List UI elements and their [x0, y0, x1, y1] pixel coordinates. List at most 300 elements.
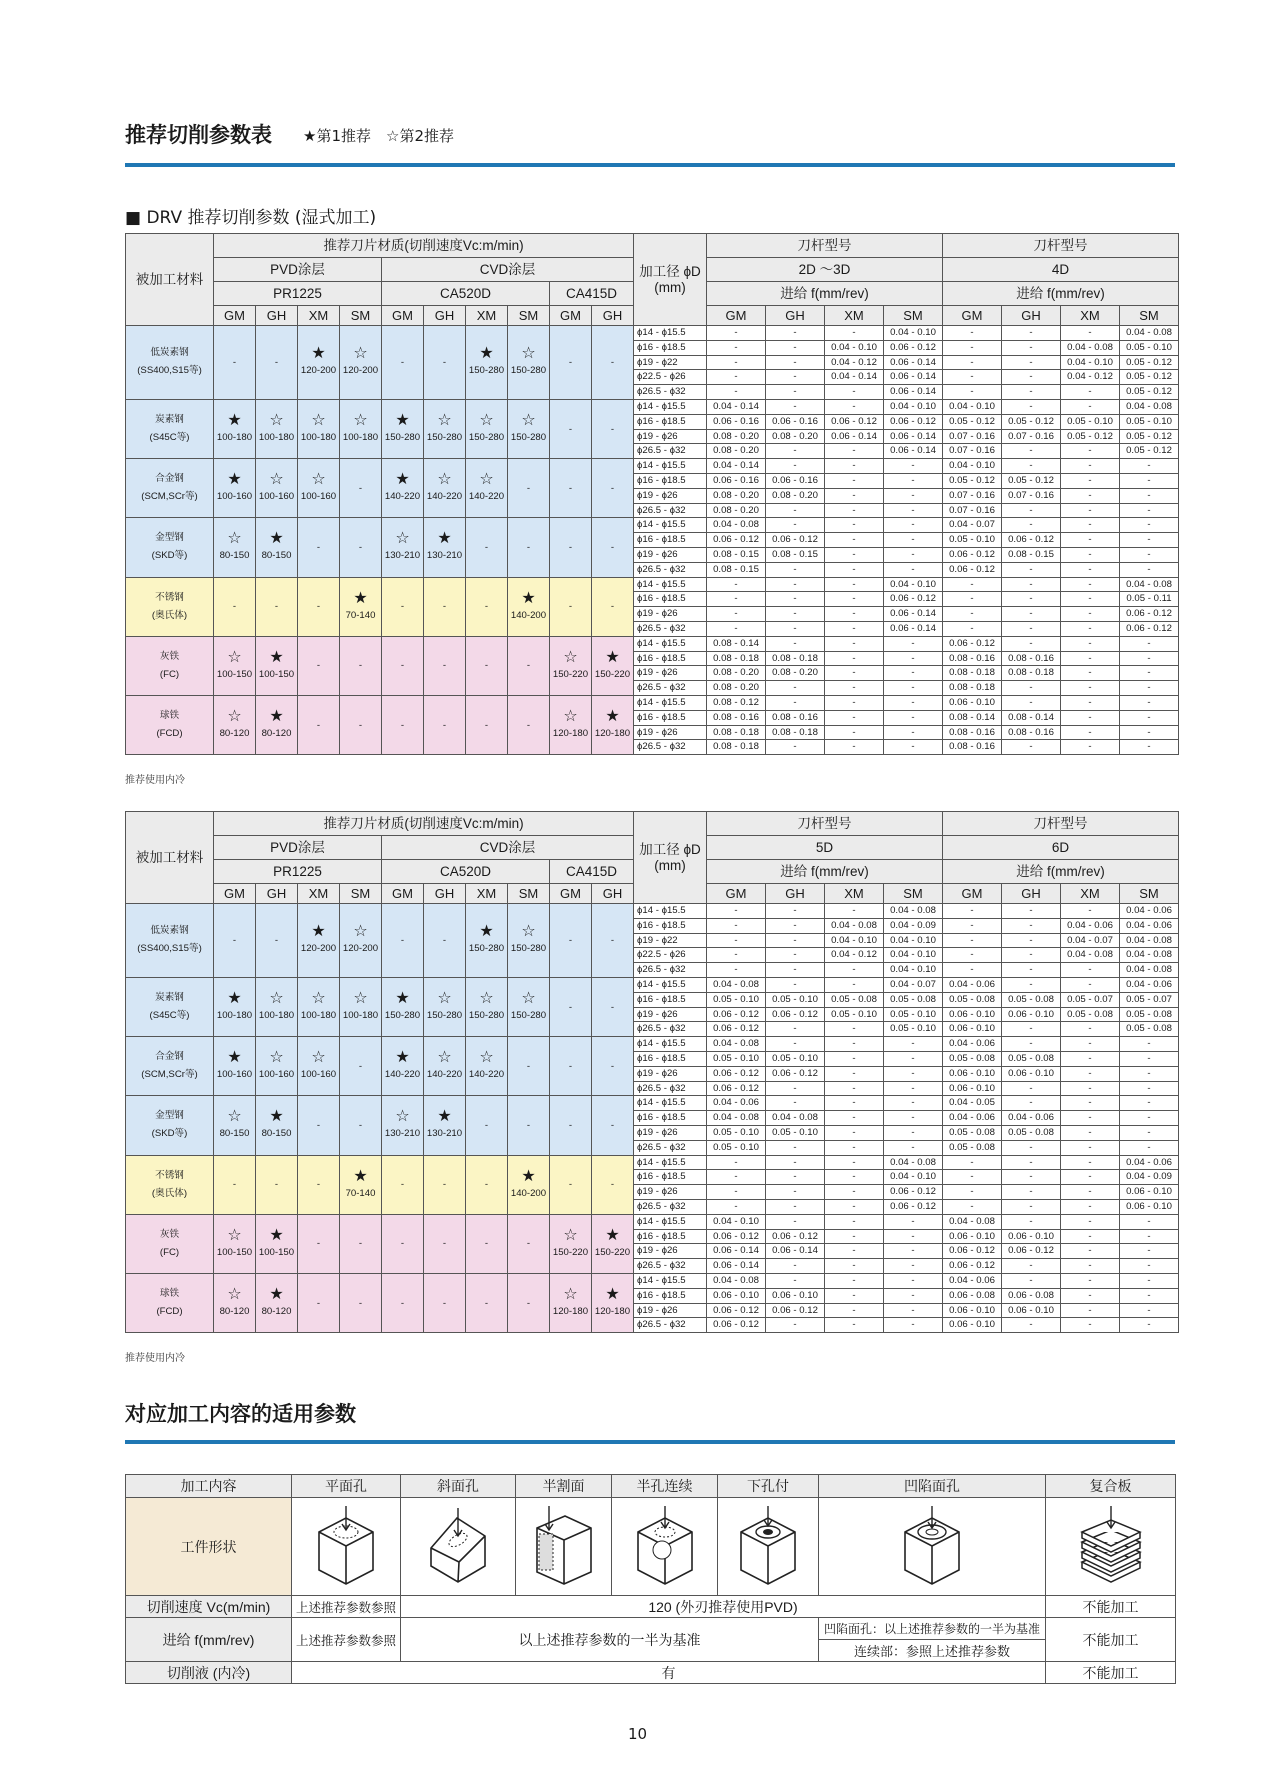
material-cell — [126, 695, 214, 754]
feed-cell: - — [707, 340, 766, 355]
feed-cell: 0.07 - 0.16 — [943, 503, 1002, 518]
holder-header: 刀杆型号 — [707, 812, 943, 836]
feed-cell: - — [825, 695, 884, 710]
speed-range: 140-220 — [426, 1069, 463, 1081]
rank-mark: ★ — [437, 1108, 452, 1126]
feed-cell: - — [1002, 1318, 1061, 1333]
feed-cell: - — [943, 370, 1002, 385]
feed-cell: 0.04 - 0.08 — [707, 518, 766, 533]
feed-cell: 0.06 - 0.10 — [1002, 1007, 1061, 1022]
grade-cell — [424, 1037, 466, 1096]
rank-mark: ☆ — [311, 471, 326, 489]
feed-cell: 0.04 - 0.08 — [1120, 948, 1179, 963]
feed-cell: 0.06 - 0.10 — [943, 1022, 1002, 1037]
grade-cell — [340, 399, 382, 458]
feed-cell: 0.06 - 0.10 — [1120, 1199, 1179, 1214]
rank-mark: ★ — [269, 1108, 284, 1126]
grade-pr1225: PR1225 — [214, 860, 382, 884]
rank-mark: ☆ — [479, 990, 494, 1008]
feed-cell: - — [825, 1185, 884, 1200]
material-name: 金型钢 — [155, 532, 184, 544]
feed-cell: - — [825, 473, 884, 488]
speed-range: 100-160 — [300, 1069, 337, 1081]
feed-cell: - — [1061, 1170, 1120, 1185]
feed-cell: - — [1120, 1273, 1179, 1288]
diameter-cell: ϕ19 - ϕ26 — [634, 547, 707, 562]
feed-cell: 0.06 - 0.12 — [766, 1007, 825, 1022]
speed-range: 150-280 — [384, 432, 421, 444]
chipbreaker-col: SM — [340, 884, 382, 904]
chipbreaker-col: GM — [382, 884, 424, 904]
diameter-cell: ϕ19 - ϕ26 — [634, 666, 707, 681]
feed-cell: 0.06 - 0.08 — [943, 1288, 1002, 1303]
cutting-table — [125, 811, 1179, 1333]
feed-cell: 0.06 - 0.10 — [1120, 1185, 1179, 1200]
feed-cell: 0.08 - 0.15 — [707, 562, 766, 577]
feed-cell: 0.06 - 0.16 — [766, 473, 825, 488]
grade-header: 推荐刀片材质(切削速度Vc:m/min) — [214, 234, 634, 258]
feed-cell: 0.05 - 0.10 — [1120, 340, 1179, 355]
diameter-cell: ϕ19 - ϕ26 — [634, 725, 707, 740]
feed-cell: - — [1002, 503, 1061, 518]
feed-cell: - — [766, 370, 825, 385]
feed-cell: 0.06 - 0.10 — [943, 1007, 1002, 1022]
grade-cell: - — [382, 1214, 424, 1273]
speed-range: 120-180 — [552, 728, 589, 740]
feed-cell: - — [884, 459, 943, 474]
head-stack: 复合板 — [1046, 1475, 1176, 1498]
speed-range: 80-120 — [261, 1306, 292, 1318]
feed-cell: - — [1002, 326, 1061, 341]
feed-cell: 0.08 - 0.16 — [943, 740, 1002, 755]
feed-cell: 0.04 - 0.08 — [884, 904, 943, 919]
feed-cell: - — [825, 1273, 884, 1288]
feed-cell: - — [943, 326, 1002, 341]
rank-mark: ☆ — [479, 412, 494, 430]
feed-cell: - — [1002, 1096, 1061, 1111]
rank-mark: ☆ — [269, 990, 284, 1008]
grade-cell: - — [592, 459, 634, 518]
rank-mark: ☆ — [269, 1049, 284, 1067]
grade-cell: - — [592, 1155, 634, 1214]
speed-range: 100-160 — [258, 491, 295, 503]
speed-range: 120-200 — [300, 943, 337, 955]
grade-cell: - — [508, 695, 550, 754]
feed-cell: - — [1061, 547, 1120, 562]
speed-range: 70-140 — [345, 609, 376, 621]
feed-col: GM — [707, 306, 766, 326]
feed-header: 进给 f(mm/rev) — [943, 282, 1179, 306]
feed-cell: - — [1061, 1155, 1120, 1170]
rank-mark: ☆ — [227, 1226, 242, 1244]
feed-cell: 0.06 - 0.12 — [884, 414, 943, 429]
feed-cell: - — [884, 651, 943, 666]
feed-cell: - — [1120, 1081, 1179, 1096]
feed-cell: - — [943, 933, 1002, 948]
material-sub: (S45C等) — [149, 432, 190, 444]
grade-cell — [214, 636, 256, 695]
diameter-cell: ϕ16 - ϕ18.5 — [634, 533, 707, 548]
diameter-cell: ϕ19 - ϕ26 — [634, 607, 707, 622]
feed-recess: 凹陷面孔：以上述推荐参数的一半为基准 — [819, 1618, 1046, 1640]
feed-cell: - — [825, 651, 884, 666]
feed-cell: - — [1061, 1051, 1120, 1066]
rank-mark: ☆ — [521, 923, 536, 941]
feed-cell: - — [825, 1170, 884, 1185]
feed-cell: - — [1061, 1140, 1120, 1155]
feed-cell: - — [884, 1066, 943, 1081]
material-sub: (SS400,S15等) — [137, 943, 202, 955]
holder-size: 4D — [943, 258, 1179, 282]
note-text: 推荐使用内冷 — [125, 775, 185, 786]
feed-cell: 0.06 - 0.16 — [707, 414, 766, 429]
speed-range: 100-180 — [216, 1010, 253, 1022]
feed-cell: 0.08 - 0.20 — [766, 666, 825, 681]
head-half: 半割面 — [516, 1475, 612, 1498]
grade-cell — [508, 904, 550, 978]
speed-value: 120 (外刃推荐使用PVD) — [401, 1596, 1046, 1618]
feed-cell: - — [766, 636, 825, 651]
feed-cell: - — [766, 1022, 825, 1037]
feed-cell: - — [1120, 503, 1179, 518]
grade-cell — [466, 399, 508, 458]
feed-cell: 0.06 - 0.12 — [707, 1022, 766, 1037]
feed-cell: - — [943, 607, 1002, 622]
feed-cell: 0.04 - 0.10 — [943, 459, 1002, 474]
feed-cell: 0.04 - 0.12 — [825, 948, 884, 963]
material-name: 合金钢 — [155, 473, 184, 485]
material-cell — [126, 1037, 214, 1096]
grade-cell: - — [340, 1096, 382, 1155]
grade-cell — [382, 1037, 424, 1096]
feed-cell: 0.06 - 0.16 — [766, 414, 825, 429]
feed-cell: 0.06 - 0.10 — [943, 1066, 1002, 1081]
feed-cell: - — [1120, 666, 1179, 681]
speed-range: 100-150 — [258, 668, 295, 680]
bottom-header — [125, 1396, 1175, 1444]
feed-cell: - — [766, 1199, 825, 1214]
diameter-cell: ϕ14 - ϕ15.5 — [634, 977, 707, 992]
rank-mark: ☆ — [563, 648, 578, 666]
feed-cell: - — [825, 385, 884, 400]
speed-range: 120-200 — [342, 365, 379, 377]
rank-mark: ★ — [395, 412, 410, 430]
feed-cell: 0.06 - 0.14 — [884, 370, 943, 385]
feed-cell: - — [766, 1081, 825, 1096]
speed-range: 150-280 — [510, 1010, 547, 1022]
feed-cell: - — [766, 607, 825, 622]
feed-cell: - — [825, 1081, 884, 1096]
grade-cell — [298, 1037, 340, 1096]
feed-cell: 0.05 - 0.08 — [943, 1051, 1002, 1066]
feed-cell: - — [766, 1259, 825, 1274]
diameter-label: 加工径 ϕD — [639, 841, 701, 857]
diameter-cell: ϕ26.5 - ϕ32 — [634, 621, 707, 636]
feed-half: 以上述推荐参数的一半为基准 — [401, 1618, 819, 1662]
note-text: 推荐使用内冷 — [125, 1353, 185, 1364]
rank-mark: ★ — [605, 1226, 620, 1244]
diameter-cell: ϕ26.5 - ϕ32 — [634, 1199, 707, 1214]
feed-cell: 0.05 - 0.10 — [766, 1051, 825, 1066]
grade-cell — [256, 695, 298, 754]
grade-cell — [256, 399, 298, 458]
diameter-label: 加工径 ϕD — [639, 263, 701, 279]
grade-cell: - — [298, 695, 340, 754]
grade-cell: - — [382, 636, 424, 695]
feed-cell: - — [1120, 1051, 1179, 1066]
feed-cell: 0.04 - 0.14 — [825, 370, 884, 385]
feed-cell: - — [943, 904, 1002, 919]
diameter-cell: ϕ26.5 - ϕ32 — [634, 1318, 707, 1333]
feed-header: 进给 f(mm/rev) — [943, 860, 1179, 884]
grade-cell: - — [298, 518, 340, 577]
feed-cell: - — [825, 533, 884, 548]
feed-cell: - — [825, 562, 884, 577]
rank-mark: ☆ — [395, 530, 410, 548]
feed-cell: - — [825, 1037, 884, 1052]
grade-cell: - — [214, 1155, 256, 1214]
speed-range: 150-220 — [552, 1246, 589, 1258]
feed-cell: - — [1061, 636, 1120, 651]
feed-cell: 0.05 - 0.12 — [1120, 370, 1179, 385]
feed-col: GH — [1002, 884, 1061, 904]
feed-cell: - — [1002, 1081, 1061, 1096]
feed-cell: 0.04 - 0.10 — [825, 340, 884, 355]
diameter-cell: ϕ14 - ϕ15.5 — [634, 1273, 707, 1288]
grade-cell — [424, 1096, 466, 1155]
feed-cell: - — [825, 710, 884, 725]
fluid-label: 切削液 (内冷) — [126, 1662, 292, 1684]
grade-cell — [382, 518, 424, 577]
feed-cell: 0.08 - 0.16 — [766, 710, 825, 725]
feed-cell: - — [884, 666, 943, 681]
chipbreaker-col: XM — [466, 306, 508, 326]
grade-cell — [340, 577, 382, 636]
feed-cell: 0.04 - 0.06 — [943, 1273, 1002, 1288]
rank-mark: ☆ — [563, 1286, 578, 1304]
feed-cell: 0.04 - 0.10 — [884, 933, 943, 948]
feed-cell: - — [766, 592, 825, 607]
flat-hole-icon — [311, 1504, 381, 1586]
grade-cell — [382, 1096, 424, 1155]
feed-cell: - — [825, 1051, 884, 1066]
feed-cell: - — [766, 1170, 825, 1185]
feed-cell: - — [1002, 607, 1061, 622]
grade-cell — [214, 1214, 256, 1273]
feed-cell: 0.08 - 0.20 — [707, 681, 766, 696]
feed-cell: - — [1061, 904, 1120, 919]
speed-ref: 上述推荐参数参照 — [292, 1596, 401, 1618]
diameter-cell: ϕ19 - ϕ26 — [634, 1244, 707, 1259]
feed-cell: 0.08 - 0.16 — [1002, 725, 1061, 740]
grade-cell: - — [340, 518, 382, 577]
grade-cell: - — [592, 977, 634, 1036]
feed-cell: 0.04 - 0.08 — [1120, 963, 1179, 978]
feed-cell: - — [766, 326, 825, 341]
feed-cell: 0.04 - 0.08 — [1061, 340, 1120, 355]
feed-cell: - — [825, 518, 884, 533]
grade-cell — [214, 1037, 256, 1096]
feed-cell: - — [1061, 533, 1120, 548]
chipbreaker-col: GM — [550, 884, 592, 904]
rank-mark: ★ — [269, 1226, 284, 1244]
grade-cell: - — [256, 326, 298, 400]
feed-cell: - — [1120, 681, 1179, 696]
feed-cell: 0.06 - 0.14 — [707, 1244, 766, 1259]
feed-cell: - — [766, 740, 825, 755]
bottom-title: 对应加工内容的适用参数 — [125, 1402, 356, 1426]
feed-cell: 0.04 - 0.10 — [1061, 355, 1120, 370]
material-name: 低炭素钢 — [150, 347, 189, 359]
material-name: 低炭素钢 — [150, 925, 189, 937]
grade-cell: - — [298, 1273, 340, 1332]
feed-cell: - — [884, 1096, 943, 1111]
feed-cell: 0.04 - 0.07 — [1061, 933, 1120, 948]
feed-cell: 0.05 - 0.12 — [943, 473, 1002, 488]
feed-col: SM — [884, 306, 943, 326]
feed-cell: 0.08 - 0.12 — [707, 695, 766, 710]
feed-cell: - — [825, 1229, 884, 1244]
grade-ca415d: CA415D — [550, 282, 634, 306]
feed-cell: 0.05 - 0.10 — [825, 1007, 884, 1022]
feed-cell: - — [1061, 1199, 1120, 1214]
diameter-cell: ϕ19 - ϕ26 — [634, 1066, 707, 1081]
grade-cell — [340, 326, 382, 400]
feed-cell: - — [766, 933, 825, 948]
feed-cell: - — [1002, 340, 1061, 355]
speed-range: 100-180 — [216, 432, 253, 444]
rank-mark: ★ — [605, 708, 620, 726]
feed-cell: - — [943, 385, 1002, 400]
feed-cell: 0.04 - 0.08 — [1120, 326, 1179, 341]
grade-cell — [214, 459, 256, 518]
feed-cell: 0.04 - 0.08 — [1120, 577, 1179, 592]
feed-cell: - — [766, 1273, 825, 1288]
grade-cell: - — [340, 1214, 382, 1273]
feed-cell: - — [1002, 904, 1061, 919]
chipbreaker-col: SM — [508, 306, 550, 326]
diameter-cell: ϕ19 - ϕ22 — [634, 355, 707, 370]
grade-cell — [466, 1037, 508, 1096]
chipbreaker-col: GH — [424, 306, 466, 326]
feed-cell: - — [1061, 607, 1120, 622]
feed-cell: - — [825, 1244, 884, 1259]
grade-cell — [256, 1037, 298, 1096]
rank-mark: ★ — [227, 1049, 242, 1067]
feed-cell: - — [1061, 518, 1120, 533]
feed-cell: 0.04 - 0.06 — [1002, 1111, 1061, 1126]
feed-cell: 0.08 - 0.18 — [766, 651, 825, 666]
feed-cell: - — [825, 1125, 884, 1140]
feed-cell: - — [707, 948, 766, 963]
grade-cell: - — [298, 636, 340, 695]
chipbreaker-col: GM — [214, 884, 256, 904]
feed-cell: 0.06 - 0.12 — [766, 1229, 825, 1244]
rank-mark: ★ — [227, 471, 242, 489]
feed-cell: - — [825, 1303, 884, 1318]
feed-cell: 0.06 - 0.14 — [825, 429, 884, 444]
feed-col: SM — [1120, 306, 1179, 326]
grade-cell — [214, 1273, 256, 1332]
feed-col: XM — [825, 884, 884, 904]
speed-range: 80-150 — [219, 1128, 250, 1140]
material-cell — [126, 577, 214, 636]
grade-cell: - — [382, 695, 424, 754]
grade-cell — [214, 695, 256, 754]
feed-cell: 0.06 - 0.12 — [884, 1185, 943, 1200]
feed-cell: 0.05 - 0.08 — [884, 992, 943, 1007]
feed-label: 进给 f(mm/rev) — [126, 1618, 292, 1662]
grade-cell — [550, 636, 592, 695]
feed-cell: 0.06 - 0.14 — [884, 429, 943, 444]
speed-range: 150-280 — [510, 365, 547, 377]
rank-mark: ★ — [353, 589, 368, 607]
grade-cell — [550, 1273, 592, 1332]
grade-cell — [298, 399, 340, 458]
feed-cell: 0.04 - 0.10 — [707, 1214, 766, 1229]
speed-range: 140-220 — [468, 491, 505, 503]
feed-cell: - — [766, 621, 825, 636]
feed-cell: 0.05 - 0.10 — [1120, 414, 1179, 429]
chipbreaker-col: GH — [256, 884, 298, 904]
feed-cell: 0.05 - 0.10 — [707, 1125, 766, 1140]
chipbreaker-col: GH — [592, 306, 634, 326]
feed-cell: - — [707, 326, 766, 341]
feed-cell: 0.04 - 0.05 — [943, 1096, 1002, 1111]
feed-cell: - — [1061, 1273, 1120, 1288]
rank-mark: ☆ — [479, 1049, 494, 1067]
feed-cell: - — [884, 562, 943, 577]
material-name: 炭素钢 — [155, 414, 184, 426]
diameter-unit: (mm) — [654, 279, 686, 295]
material-cell — [126, 326, 214, 400]
feed-cell: - — [825, 577, 884, 592]
material-sub: (SCM,SCr等) — [141, 1069, 198, 1081]
rank-mark: ☆ — [437, 471, 452, 489]
rank-mark: ☆ — [353, 923, 368, 941]
grade-cell: - — [592, 518, 634, 577]
feed-cell: - — [943, 1199, 1002, 1214]
feed-cell: - — [884, 1244, 943, 1259]
feed-cell: - — [1120, 1111, 1179, 1126]
speed-range: 140-220 — [384, 1069, 421, 1081]
feed-cell: - — [766, 977, 825, 992]
feed-cell: 0.08 - 0.20 — [766, 429, 825, 444]
material-cell — [126, 904, 214, 978]
material-name: 球铁 — [159, 710, 180, 722]
rank-mark: ★ — [269, 648, 284, 666]
diameter-cell: ϕ19 - ϕ26 — [634, 1303, 707, 1318]
speed-range: 100-160 — [258, 1069, 295, 1081]
feed-cell: - — [1120, 1096, 1179, 1111]
feed-cell: 0.08 - 0.20 — [707, 429, 766, 444]
grade-cell — [214, 399, 256, 458]
grade-header: 推荐刀片材质(切削速度Vc:m/min) — [214, 812, 634, 836]
feed-cell: 0.07 - 0.16 — [1002, 429, 1061, 444]
feed-cell: - — [884, 1229, 943, 1244]
half-cut-icon — [529, 1504, 599, 1586]
diameter-cell: ϕ16 - ϕ18.5 — [634, 1111, 707, 1126]
feed-cell: - — [766, 385, 825, 400]
feed-cell: 0.04 - 0.06 — [1120, 918, 1179, 933]
feed-cell: 0.08 - 0.15 — [707, 547, 766, 562]
feed-cell: 0.04 - 0.10 — [884, 577, 943, 592]
feed-cell: - — [1002, 681, 1061, 696]
feed-cell: - — [884, 1111, 943, 1126]
feed-cell: - — [1002, 963, 1061, 978]
feed-cell: - — [943, 963, 1002, 978]
feed-cell: 0.04 - 0.08 — [707, 1273, 766, 1288]
